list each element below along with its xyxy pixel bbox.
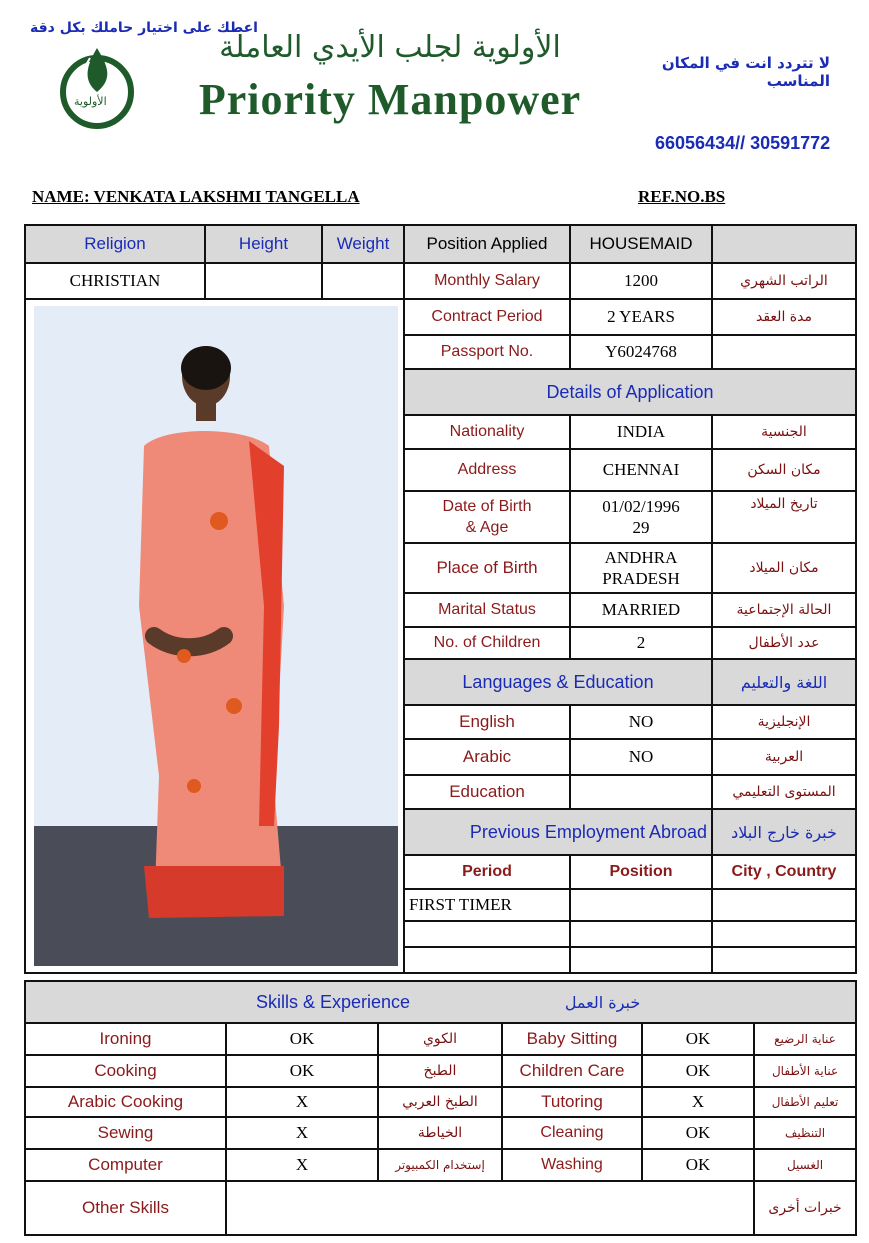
language-arabic: الإنجليزية bbox=[712, 705, 856, 739]
skill-arabic: الغسيل bbox=[754, 1149, 856, 1181]
application-label: Place of Birth bbox=[404, 543, 570, 593]
skill-row bbox=[25, 1117, 856, 1149]
candidate-name: NAME: VENKATA LAKSHMI TANGELLA bbox=[32, 187, 360, 206]
employment-city bbox=[712, 889, 856, 921]
application-title: Details of Application bbox=[404, 369, 856, 415]
other-skills-value bbox=[226, 1181, 754, 1235]
employment-city bbox=[712, 921, 856, 947]
application-label: Address bbox=[404, 449, 570, 491]
skill-value: OK bbox=[642, 1055, 754, 1087]
skill-row bbox=[25, 1023, 856, 1055]
skill-arabic: الطبخ العربي bbox=[378, 1087, 502, 1117]
other-skills-label: Other Skills bbox=[25, 1181, 226, 1235]
height-header: Height bbox=[205, 225, 322, 263]
skill-value: X bbox=[642, 1087, 754, 1117]
application-value: CHENNAI bbox=[570, 449, 712, 491]
reference-number: REF.NO.BS bbox=[638, 187, 726, 206]
employment-position bbox=[570, 921, 712, 947]
skill-value: OK bbox=[642, 1117, 754, 1149]
skills-section-header bbox=[25, 981, 856, 1023]
application-arabic: مكان الميلاد bbox=[712, 543, 856, 593]
skill-arabic: عناية الأطفال bbox=[754, 1055, 856, 1087]
company-name-english: Priority Manpower bbox=[198, 75, 582, 124]
detail-arabic: مدة العقد bbox=[712, 299, 856, 335]
application-label: No. of Children bbox=[404, 627, 570, 659]
detail-arabic bbox=[712, 335, 856, 369]
detail-value: Y6024768 bbox=[570, 335, 712, 369]
detail-label: Contract Period bbox=[404, 299, 570, 335]
detail-value: 2 YEARS bbox=[570, 299, 712, 335]
application-label: Nationality bbox=[404, 415, 570, 449]
company-logo bbox=[52, 40, 142, 130]
application-arabic: مكان السكن bbox=[712, 449, 856, 491]
top-values-row bbox=[25, 263, 856, 299]
application-arabic: الحالة الإجتماعية bbox=[712, 593, 856, 627]
other-skills-row bbox=[25, 1181, 856, 1235]
weight-value bbox=[322, 263, 404, 299]
phone-numbers: 66056434// 30591772 bbox=[655, 133, 831, 153]
application-value: 2 bbox=[570, 627, 712, 659]
skill-value: X bbox=[226, 1117, 378, 1149]
language-label: Education bbox=[404, 775, 570, 809]
skill-label: Tutoring bbox=[502, 1087, 642, 1117]
position-header: Position Applied bbox=[404, 225, 570, 263]
page-header bbox=[0, 0, 869, 170]
languages-title-arabic: اللغة والتعليم bbox=[712, 659, 856, 705]
skills-header-cell bbox=[25, 981, 856, 1023]
skill-label: Cleaning bbox=[502, 1117, 642, 1149]
other-skills-arabic: خبرات أخرى bbox=[754, 1181, 856, 1235]
language-label: Arabic bbox=[404, 739, 570, 775]
period-column-header: Period bbox=[404, 855, 570, 889]
skill-value: OK bbox=[642, 1149, 754, 1181]
skill-label: Arabic Cooking bbox=[25, 1087, 226, 1117]
skill-label: Ironing bbox=[25, 1023, 226, 1055]
employment-position bbox=[570, 889, 712, 921]
employment-period bbox=[404, 947, 570, 973]
languages-title: Languages & Education bbox=[404, 659, 712, 705]
employment-position bbox=[570, 947, 712, 973]
application-value: INDIA bbox=[570, 415, 712, 449]
photo-cell bbox=[25, 299, 404, 973]
candidate-photo bbox=[34, 306, 398, 966]
religion-value: CHRISTIAN bbox=[25, 263, 205, 299]
skills-title-arabic: خبرة العمل bbox=[564, 992, 641, 1012]
skill-row bbox=[25, 1055, 856, 1087]
person-photo-icon bbox=[34, 306, 398, 966]
skill-row bbox=[25, 1149, 856, 1181]
application-label: Marital Status bbox=[404, 593, 570, 627]
skill-row bbox=[25, 1087, 856, 1117]
tagline-top: اعطك على اختيار حاملك بكل دقة bbox=[30, 20, 258, 36]
skill-arabic: الخياطة bbox=[378, 1117, 502, 1149]
weight-header: Weight bbox=[322, 225, 404, 263]
employment-title: Previous Employment Abroad bbox=[404, 809, 712, 855]
employment-city bbox=[712, 947, 856, 973]
detail-label: Monthly Salary bbox=[404, 263, 570, 299]
skill-label: Sewing bbox=[25, 1117, 226, 1149]
company-name-arabic: الأولوية لجلب الأيدي العاملة bbox=[219, 30, 561, 65]
slogan-arabic: لا تتردد انت في المكان المناسب bbox=[661, 54, 830, 90]
employment-period bbox=[404, 921, 570, 947]
skill-value: OK bbox=[642, 1023, 754, 1055]
skills-title: Skills & Experience bbox=[256, 991, 411, 1012]
height-value bbox=[205, 263, 322, 299]
religion-header: Religion bbox=[25, 225, 205, 263]
application-arabic: تاريخ الميلاد bbox=[712, 491, 856, 543]
skill-value: X bbox=[226, 1087, 378, 1117]
language-value: NO bbox=[570, 705, 712, 739]
skill-arabic: الطبخ bbox=[378, 1055, 502, 1087]
application-value: MARRIED bbox=[570, 593, 712, 627]
detail-arabic: الراتب الشهري bbox=[712, 263, 856, 299]
employment-period: FIRST TIMER bbox=[404, 889, 570, 921]
position-extra bbox=[712, 225, 856, 263]
application-arabic: الجنسية bbox=[712, 415, 856, 449]
language-value: NO bbox=[570, 739, 712, 775]
skill-arabic: تعليم الأطفال bbox=[754, 1087, 856, 1117]
top-header-row bbox=[25, 225, 856, 263]
logo-emblem-icon bbox=[52, 40, 142, 130]
language-label: English bbox=[404, 705, 570, 739]
skill-arabic: التنظيف bbox=[754, 1117, 856, 1149]
language-arabic: العربية bbox=[712, 739, 856, 775]
logo-text: الأولوية bbox=[74, 95, 107, 108]
skill-arabic: الكوي bbox=[378, 1023, 502, 1055]
position-value: HOUSEMAID bbox=[570, 225, 712, 263]
application-value: 01/02/1996 29 bbox=[570, 491, 712, 543]
skill-value: X bbox=[226, 1149, 378, 1181]
skill-arabic: إستخدام الكمبيوتر bbox=[378, 1149, 502, 1181]
position-column-header: Position bbox=[570, 855, 712, 889]
language-arabic: المستوى التعليمي bbox=[712, 775, 856, 809]
application-label: Date of Birth & Age bbox=[404, 491, 570, 543]
skill-label: Children Care bbox=[502, 1055, 642, 1087]
application-value: ANDHRA PRADESH bbox=[570, 543, 712, 593]
skill-label: Washing bbox=[502, 1149, 642, 1181]
skill-label: Computer bbox=[25, 1149, 226, 1181]
detail-row bbox=[25, 299, 856, 335]
application-table bbox=[24, 224, 857, 974]
application-arabic: عدد الأطفال bbox=[712, 627, 856, 659]
skill-arabic: عناية الرضيع bbox=[754, 1023, 856, 1055]
employment-title-arabic: خبرة خارج البلاد bbox=[712, 809, 856, 855]
skill-value: OK bbox=[226, 1023, 378, 1055]
skill-value: OK bbox=[226, 1055, 378, 1087]
skills-table bbox=[24, 980, 857, 1236]
detail-value: 1200 bbox=[570, 263, 712, 299]
skill-label: Cooking bbox=[25, 1055, 226, 1087]
detail-label: Passport No. bbox=[404, 335, 570, 369]
skill-label: Baby Sitting bbox=[502, 1023, 642, 1055]
language-value bbox=[570, 775, 712, 809]
city-column-header: City , Country bbox=[712, 855, 856, 889]
